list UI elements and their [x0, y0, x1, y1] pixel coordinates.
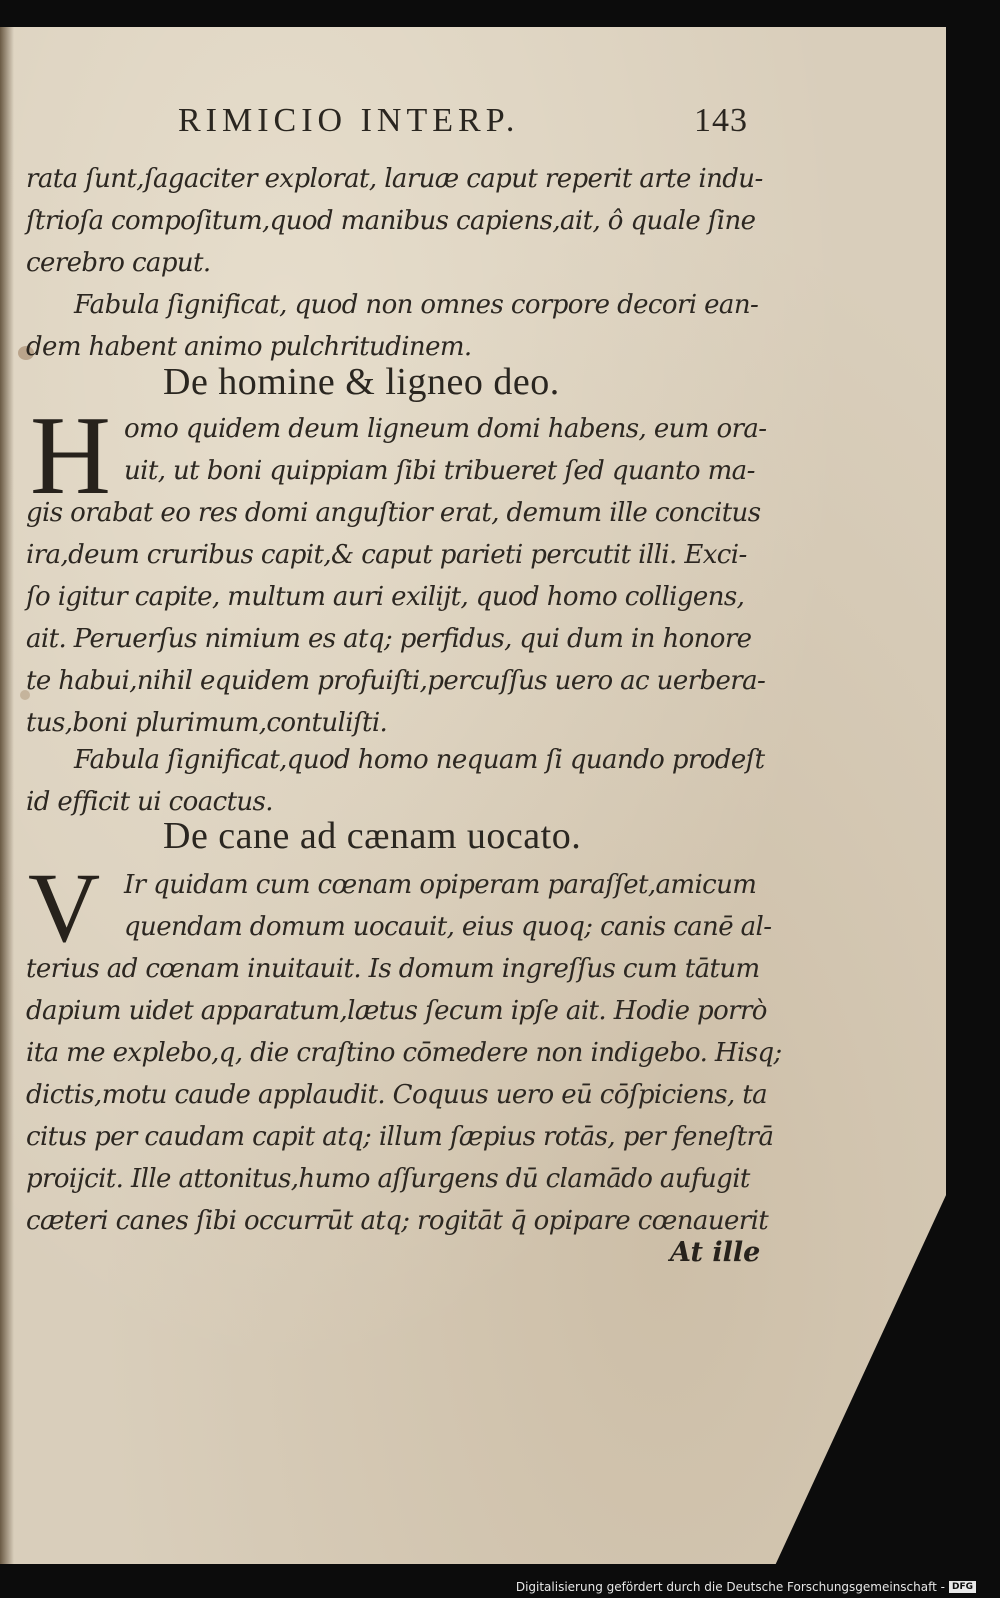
- drop-cap-initial: V: [28, 852, 101, 963]
- text-line: ita me explebo,q, die craſtino cōmedere non indigebo. Hisq;: [26, 1038, 782, 1068]
- text-line: id efficit ui coactus.: [26, 787, 273, 817]
- text-line: terius ad cœnam inuitauit. Is domum ingreſſus cum tātum: [26, 954, 760, 984]
- text-line: omo quidem deum ligneum domi habens, eum ora-: [124, 414, 767, 444]
- catchword: At ille: [670, 1237, 761, 1268]
- credit-text: Digitalisierung gefördert durch die Deutsche Forschungsgemeinschaft -: [515, 1580, 945, 1594]
- text-line: Fabula ſignificat, quod non omnes corpore decori ean-: [74, 290, 759, 320]
- text-line: Fabula ſignificat,quod homo nequam ſi quando prodeſt: [74, 745, 765, 775]
- digitization-credit: [516, 1580, 976, 1594]
- text-line: ait. Peruerſus nimium es atq; perfidus, qui dum in honore: [26, 624, 752, 654]
- running-title: RIMICIO INTERP.: [178, 102, 520, 139]
- fable-heading: De cane ad cænam uocato.: [163, 815, 582, 857]
- text-line: ſo igitur capite, multum auri exilijt, quod homo colligens,: [26, 582, 745, 612]
- page-gutter-shadow: [0, 27, 14, 1564]
- text-line: tus,boni plurimum,contuliſti.: [26, 708, 388, 738]
- text-line: cæteri canes ſibi occurrūt atq; rogitāt q̄ opipare cœnauerit: [26, 1206, 769, 1236]
- text-line: dapium uidet apparatum,lætus ſecum ipſe ait. Hodie porrò: [26, 996, 767, 1026]
- dfg-logo-icon: DFG: [949, 1581, 976, 1593]
- text-line: quendam domum uocauit, eius quoq; canis canē al-: [124, 912, 772, 942]
- text-line: dictis,motu caude applaudit. Coquus uero eū cōſpiciens, ta: [26, 1080, 768, 1110]
- text-line: dem habent animo pulchritudinem.: [26, 332, 472, 362]
- page-number: 143: [694, 102, 748, 139]
- running-header: [178, 102, 748, 152]
- text-line: cerebro caput.: [26, 248, 211, 278]
- fable-heading: De homine & ligneo deo.: [163, 361, 560, 403]
- text-line: Ir quidam cum cœnam opiperam paraſſet,amicum: [124, 870, 757, 900]
- text-line: ira,deum cruribus capit,& caput parieti percutit illi. Exci-: [26, 540, 747, 570]
- text-line: rata ſunt,ſagaciter explorat, laruæ caput reperit arte indu-: [26, 164, 763, 194]
- drop-cap-initial: H: [30, 394, 111, 518]
- text-line: ſtrioſa compoſitum,quod manibus capiens,ait, ô quale ſine: [26, 206, 756, 236]
- text-line: uit, ut boni quippiam ſibi tribueret ſed quanto ma-: [124, 456, 755, 486]
- text-line: gis orabat eo res domi anguſtior erat, demum ille concitus: [26, 498, 761, 528]
- text-line: proijcit. Ille attonitus,humo aſſurgens dū clamādo aufugit: [26, 1164, 750, 1194]
- text-line: citus per caudam capit atq; illum ſæpius rotās, per feneſtrā: [26, 1122, 774, 1152]
- text-line: te habui,nihil equidem profuiſti,percuſſus uero ac uerbera-: [26, 666, 766, 696]
